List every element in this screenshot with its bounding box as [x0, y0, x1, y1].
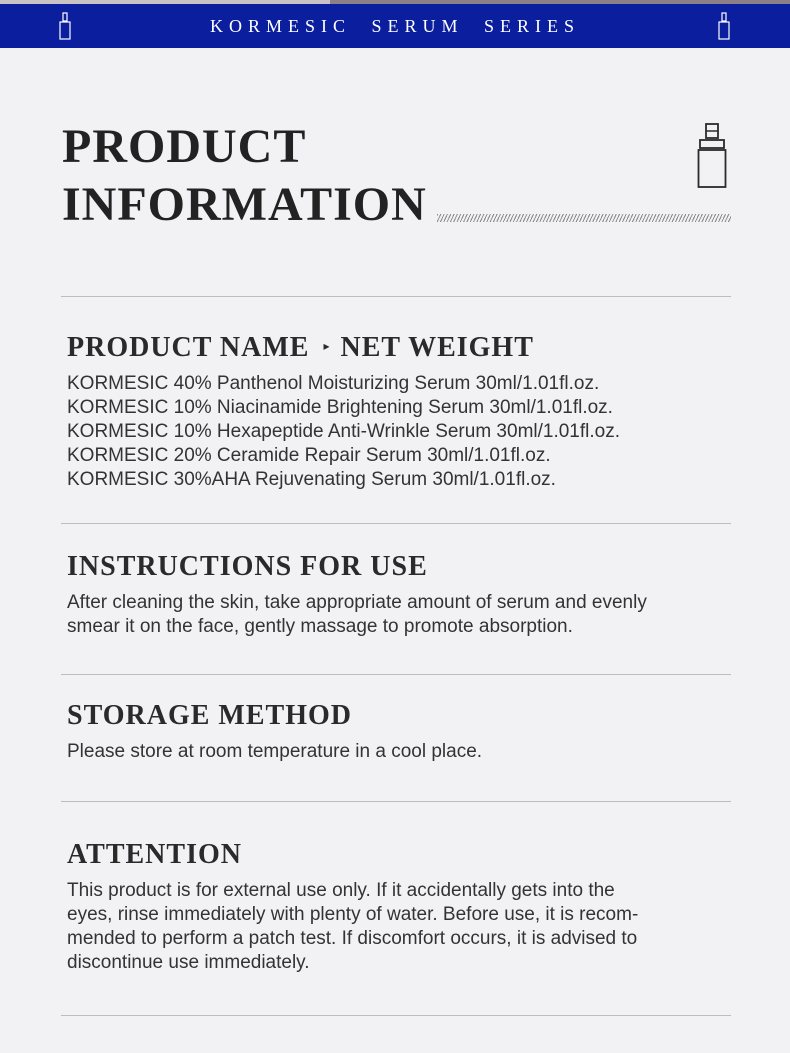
attention-heading: ATTENTION [67, 839, 242, 870]
text-line: eyes, rinse immediately with plenty of water. Before use, it is recom- [67, 904, 639, 925]
serum-bottle-icon [697, 123, 727, 189]
storage-heading: STORAGE METHOD [67, 700, 352, 731]
text-line: smear it on the face, gently massage to promote absorption. [67, 616, 573, 637]
section-divider [61, 674, 731, 675]
serum-bottle-icon [718, 12, 730, 40]
serum-bottle-icon [59, 12, 71, 40]
text-line: After cleaning the skin, take appropriate amount of serum and evenly [67, 592, 647, 613]
section-divider [61, 1015, 731, 1016]
product-name-heading-text: PRODUCT NAME [67, 332, 310, 363]
banner-title: KORMESIC SERUM SERIES [209, 15, 581, 36]
decorative-hatch-line [437, 214, 731, 222]
section-divider [61, 801, 731, 802]
net-weight-heading-text: NET WEIGHT [340, 332, 534, 363]
list-item: KORMESIC 10% Niacinamide Brightening Serum 30ml/1.01fl.oz. [67, 397, 613, 418]
product-list [67, 372, 737, 492]
storage-text [67, 740, 737, 764]
section-divider [61, 296, 731, 297]
page-title-line-1: PRODUCT [62, 120, 307, 173]
section-divider [61, 523, 731, 524]
text-line: discontinue use immediately. [67, 952, 310, 973]
list-item: KORMESIC 30%AHA Rejuvenating Serum 30ml/1.01fl.oz. [67, 469, 556, 490]
instructions-text [67, 591, 737, 639]
page-title [62, 118, 427, 234]
text-line: This product is for external use only. If it accidentally gets into the [67, 880, 615, 901]
list-item: KORMESIC 20% Ceramide Repair Serum 30ml/1.01fl.oz. [67, 445, 551, 466]
header-banner [0, 4, 790, 48]
text-line: mended to perform a patch test. If discomfort occurs, it is advised to [67, 928, 638, 949]
list-item: KORMESIC 40% Panthenol Moisturizing Serum 30ml/1.01fl.oz. [67, 373, 600, 394]
text-line: Please store at room temperature in a cool place. [67, 741, 483, 762]
arrow-right-icon: ▸ [323, 339, 331, 354]
instructions-heading: INSTRUCTIONS FOR USE [67, 551, 428, 582]
product-name-heading [67, 332, 534, 364]
list-item: KORMESIC 10% Hexapeptide Anti-Wrinkle Serum 30ml/1.01fl.oz. [67, 421, 620, 442]
attention-text [67, 879, 737, 975]
page-title-line-2: INFORMATION [62, 178, 427, 231]
